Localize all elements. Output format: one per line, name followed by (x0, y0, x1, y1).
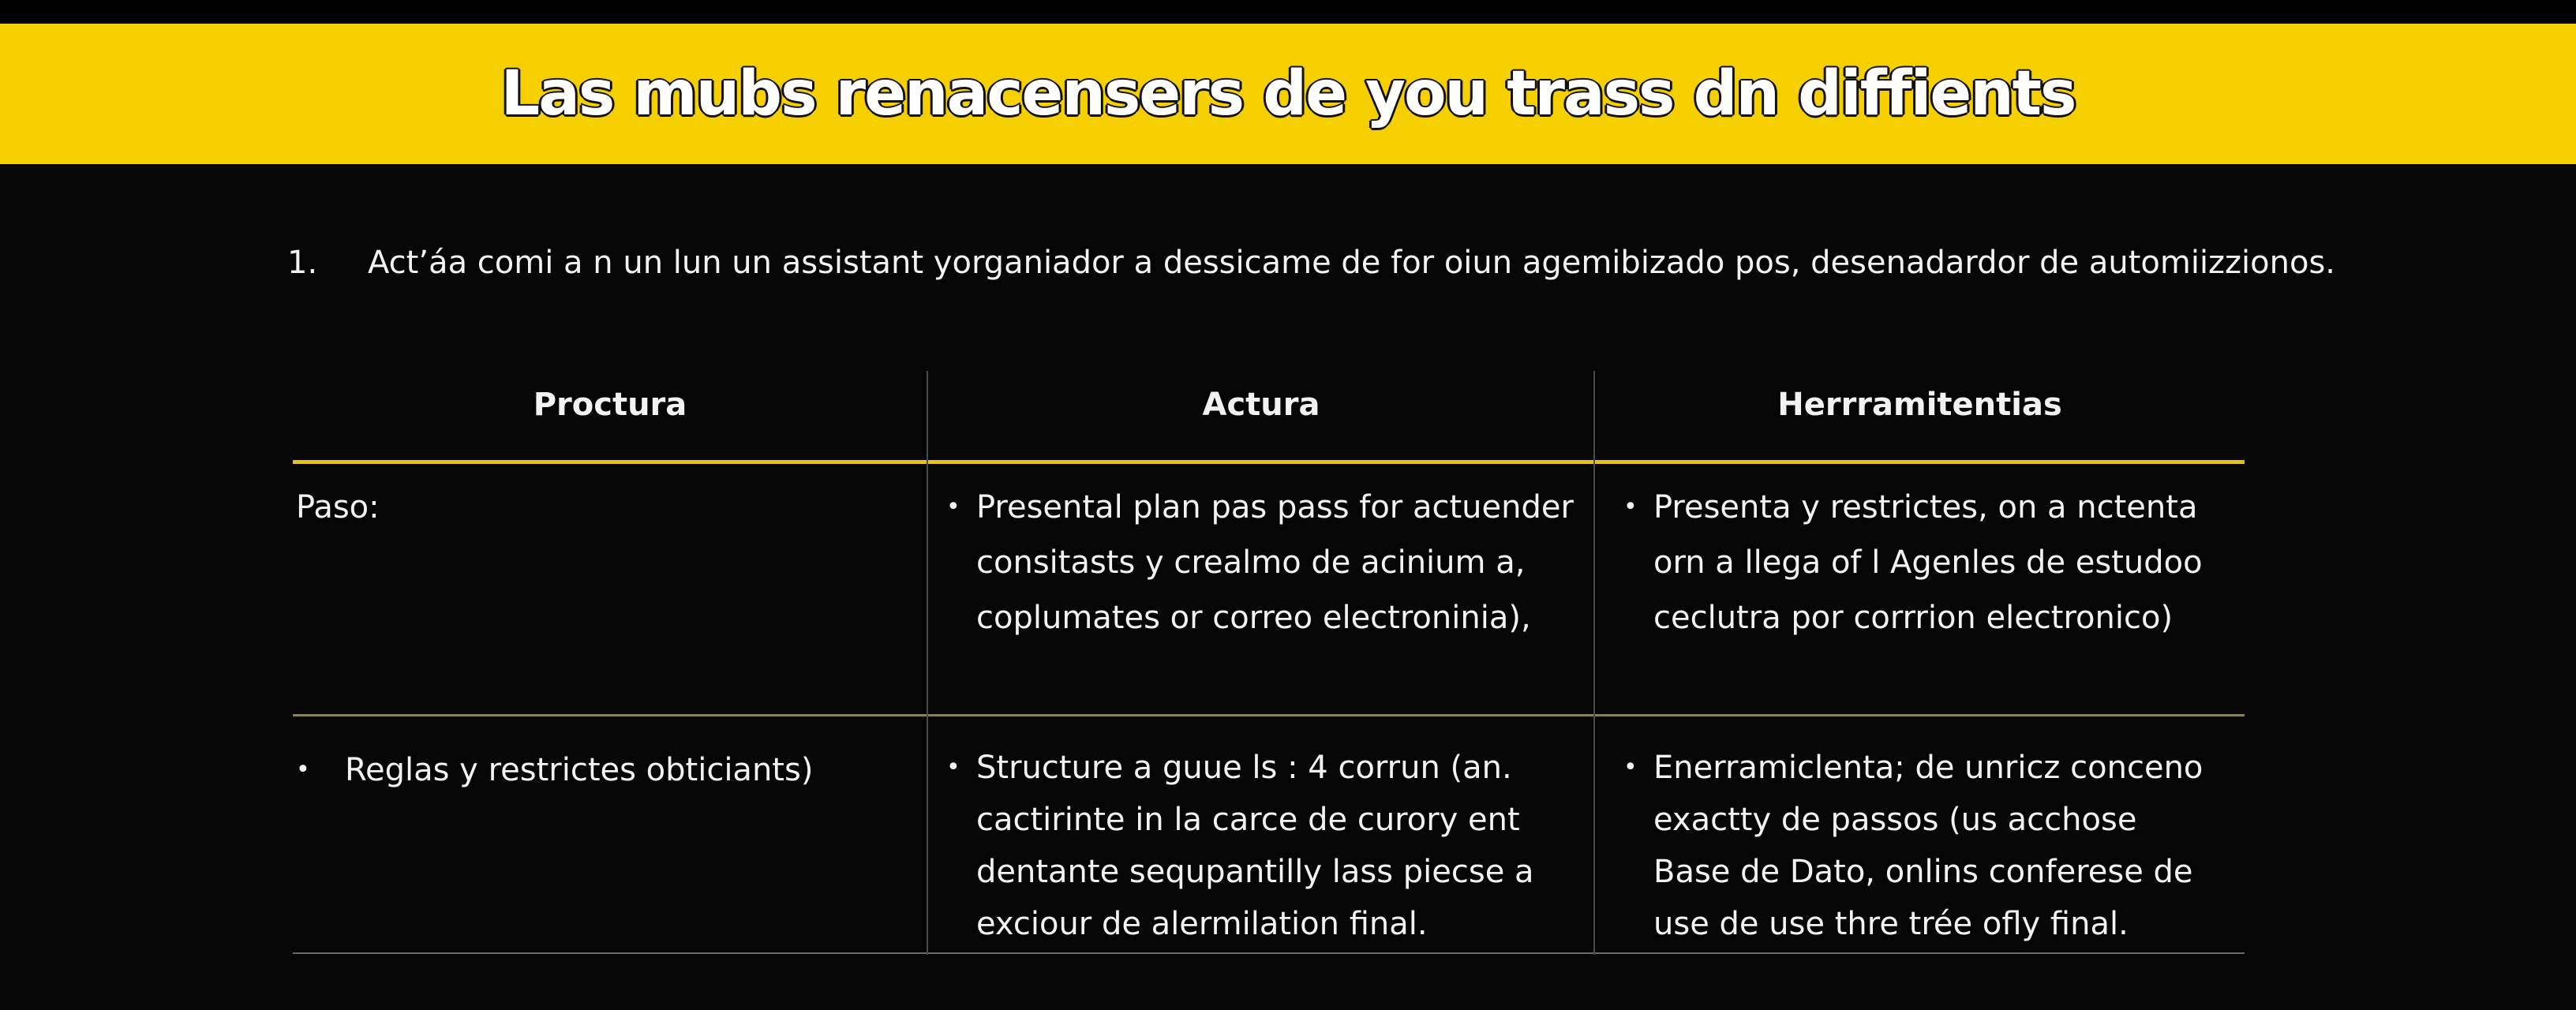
intro-text: Act’áa comi a n un lun un assistant yorganiador a dessicame de for oiun agemibizado pos, desenadardor de automiizzionos. (368, 245, 2336, 281)
row-divider (293, 714, 2245, 716)
row1-proctura-text: Paso: (296, 489, 380, 526)
title-banner (0, 24, 2576, 164)
top-strip (0, 0, 2576, 24)
row2-herramientas-line-3: Base de Dato, onlins conferese de (1653, 854, 2193, 890)
row2-proctura-list (293, 746, 813, 794)
row1-actura (946, 480, 1574, 645)
row1-actura-line-2: consitasts y crealmo de acinium a, (976, 544, 1526, 581)
row2-actura-line-1: • Structure a guue ls : 4 corrun (an. (946, 742, 1534, 794)
row1-herramientas-line-1: • Presenta y restrictes, on a nctenta (1623, 480, 2203, 535)
header-rule (293, 460, 2245, 464)
row1-actura-line-1: • Presental plan pas pass for actuender (946, 480, 1574, 535)
row1-actura-list (946, 480, 1574, 645)
intro-item (287, 245, 2339, 281)
header-proctura: Proctura (533, 387, 687, 423)
header-actura: Actura (1202, 387, 1320, 423)
row2-proctura-bullet-2: • Reglas y restrictes obticiants) (293, 746, 813, 794)
table-bottom-rule (293, 952, 2245, 954)
row2-herramientas (1623, 742, 2203, 950)
column-divider-1 (927, 371, 928, 955)
row2-actura-line-3: dentante sequpantilly lass piecse a (976, 854, 1534, 890)
column-divider-2 (1593, 371, 1595, 955)
content-table (293, 347, 2245, 955)
row1-actura-line-3: coplumates or correo electroninia), (976, 600, 1531, 636)
row2-proctura (293, 746, 813, 794)
row2-actura-line-2: cactirinte in la carce de curory ent (976, 802, 1520, 838)
row2-herramientas-line-1: • Enerramiclenta; de unricz conceno (1623, 742, 2203, 794)
row2-actura-list (946, 742, 1534, 950)
row1-herramientas (1623, 480, 2203, 645)
row1-proctura (296, 480, 380, 535)
row1-herramientas-line-2: orn a llega of l Agenles de estudoo (1653, 544, 2203, 581)
header-herramientas: Herrramitentias (1777, 387, 2062, 423)
banner-title: Las mubs renacensers de you trass dn diffients (500, 58, 2076, 129)
row2-actura (946, 742, 1534, 950)
row2-actura-line-4: exciour de alermilation final. (976, 906, 1428, 942)
row1-herramientas-line-3: ceclutra por corrrion electronico) (1653, 600, 2174, 636)
intro-number: 1. (287, 245, 318, 281)
row2-herramientas-line-2: exactty de passos (us acchose (1653, 802, 2137, 838)
row2-herramientas-list (1623, 742, 2203, 950)
row1-herramientas-list (1623, 480, 2203, 645)
row2-herramientas-line-4: use de use thre trée ofly final. (1653, 906, 2129, 942)
